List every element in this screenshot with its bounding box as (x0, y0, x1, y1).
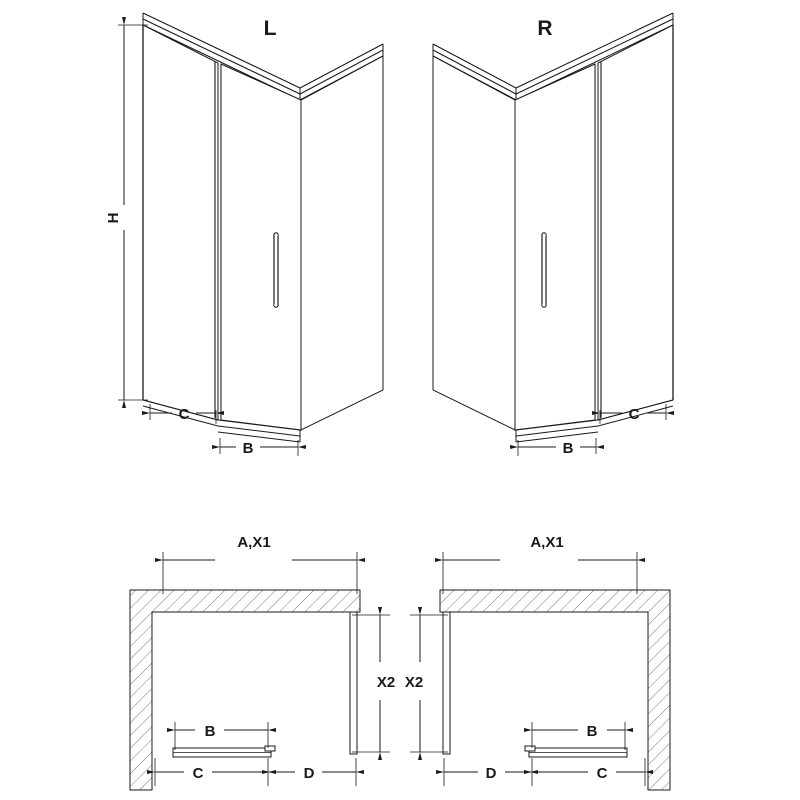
plan-right-door-track (525, 746, 627, 757)
label-B-plan-right: B (586, 723, 598, 740)
plan-left-side-panel (350, 612, 357, 754)
dimension-A-X1-right (443, 552, 637, 594)
plan-right-side-panel (443, 612, 450, 754)
dimension-C-plan-right (532, 758, 645, 786)
plan-left-view (130, 552, 390, 790)
label-B-persp-right: B (562, 440, 574, 457)
label-H: H (105, 212, 122, 224)
label-B-persp-left: B (242, 440, 254, 457)
back-glass-right (433, 56, 515, 430)
label-A-X1-plan-left: A,X1 (237, 534, 271, 551)
label-D-plan-right: D (485, 765, 497, 782)
door-glass-left (221, 64, 301, 430)
plan-left-door-track (173, 746, 275, 757)
dimension-B-plan-left (175, 722, 268, 750)
door-glass-right (515, 64, 595, 430)
side-panel-glass-left (143, 25, 218, 420)
label-C-persp-left: C (178, 406, 190, 423)
label-A-X1-plan-right: A,X1 (530, 534, 564, 551)
dimension-B-plan-right (532, 722, 625, 750)
label-C-persp-right: C (628, 406, 640, 423)
perspective-left-view (118, 13, 383, 456)
back-glass-left (301, 56, 383, 430)
label-C-plan-left: C (192, 765, 204, 782)
label-C-plan-right: C (596, 765, 608, 782)
label-variant-L: L (263, 17, 277, 40)
label-X2-plan-right: X2 (404, 674, 424, 691)
label-variant-R: R (537, 17, 553, 40)
plan-right-view (410, 552, 670, 790)
dimension-A-X1-left (163, 552, 357, 594)
label-D-plan-left: D (303, 765, 315, 782)
label-B-plan-left: B (204, 723, 216, 740)
label-X2-plan-left: X2 (376, 674, 396, 691)
perspective-right-view (433, 13, 673, 456)
dimension-C-plan-left (155, 758, 268, 786)
side-panel-glass-right (598, 25, 673, 420)
